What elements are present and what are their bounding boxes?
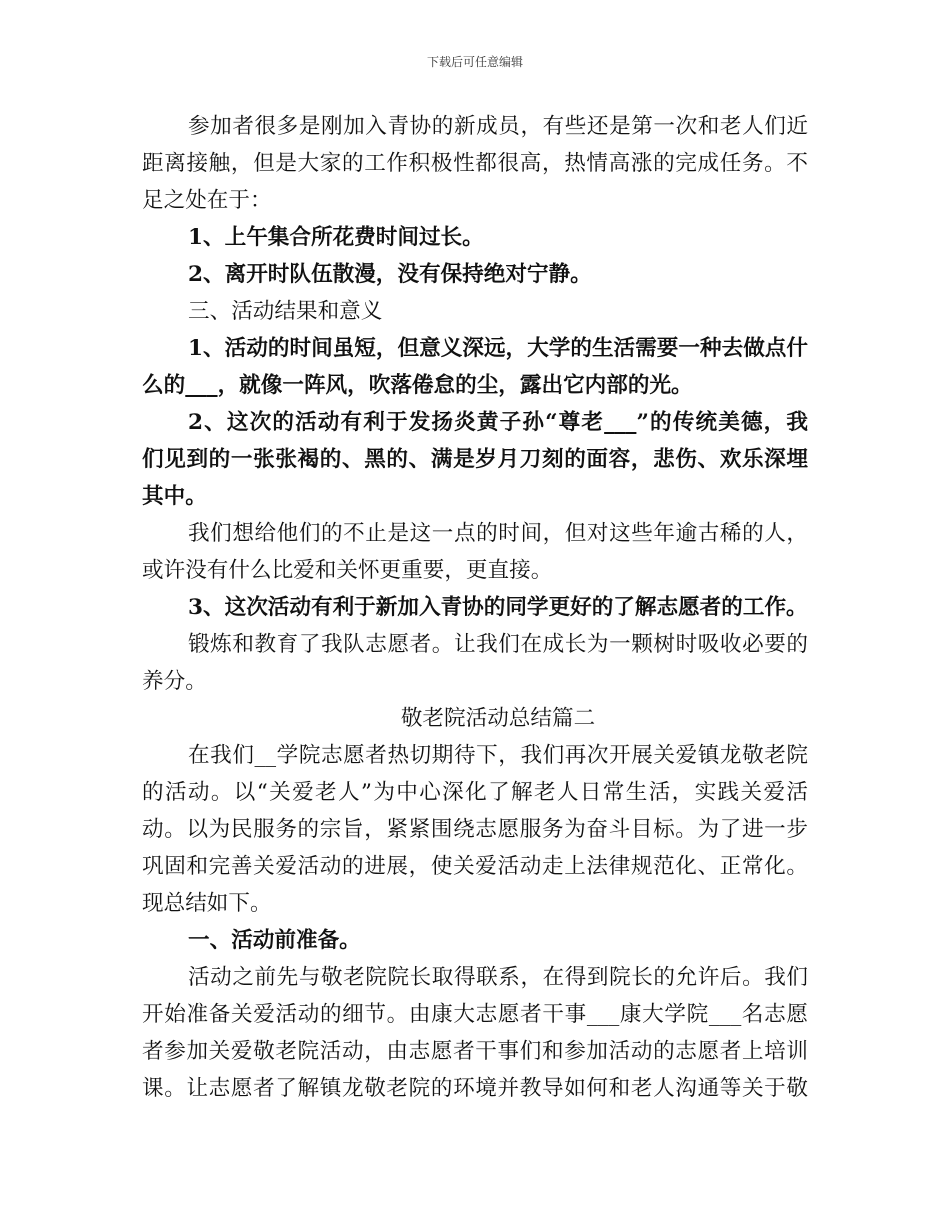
paragraph-line: 现总结如下。 (142, 891, 272, 916)
paragraph-line: 三、活动结果和意义 (188, 299, 383, 324)
paragraph-line: 巩固和完善关爱活动的进展，使关爱活动走上法律规范化、正常化。 (142, 854, 808, 879)
paragraph-line: 距离接触，但是大家的工作积极性都很高，热情高涨的完成任务。不 (142, 151, 808, 176)
paragraph-line: 或许没有什么比爱和关怀更重要，更直接。 (142, 558, 553, 583)
paragraph-line: 其中。 (142, 484, 207, 509)
paragraph-line: 我们想给他们的不止是这一点的时间，但对这些年逾古稀的人， (188, 521, 808, 546)
list-item (142, 256, 808, 293)
list-item (142, 404, 808, 515)
paragraph-line: 一、活动前准备。 (188, 928, 361, 953)
paragraph-line: 2、离开时队伍散漫，没有保持绝对宁静。 (188, 262, 592, 287)
paragraph-line: 动。以为民服务的宗旨，紧紧围绕志愿服务为奋斗目标。为了进一步 (142, 817, 808, 842)
paragraph-line: 参加者很多是刚加入青协的新成员，有些还是第一次和老人们近 (188, 114, 808, 139)
paragraph-line: 在我们__学院志愿者热切期待下，我们再次开展关爱镇龙敬老院 (188, 743, 808, 768)
paragraph-line: 们见到的一张张褐的、黑的、满是岁月刀刻的面容，悲伤、欢乐深埋 (142, 447, 808, 472)
paragraph-line: 3、这次活动有利于新加入青协的同学更好的了解志愿者的工作。 (188, 595, 808, 620)
paragraph-line: 2、这次的活动有利于发扬炎黄子孙“尊老___”的传统美德，我 (188, 410, 808, 435)
paragraph-line: 活动之前先与敬老院院长取得联系，在得到院长的允许后。我们 (188, 965, 808, 990)
paragraph-line: 课。让志愿者了解镇龙敬老院的环境并教导如何和老人沟通等关于敬 (142, 1076, 808, 1101)
document-body (142, 108, 808, 1107)
paragraph (142, 515, 808, 589)
section-heading (142, 293, 808, 330)
paragraph-line: 么的___，就像一阵风，吹落倦怠的尘，露出它内部的光。 (142, 373, 693, 398)
header-note: 下载后可任意编辑 (426, 55, 523, 69)
list-item (142, 330, 808, 404)
paragraph-line: 锻炼和教育了我队志愿者。让我们在成长为一颗树时吸收必要的 (188, 632, 808, 657)
list-item (142, 219, 808, 256)
paragraph-line: 者参加关爱敬老院活动，由志愿者干事们和参加活动的志愿者上培训 (142, 1039, 808, 1064)
paragraph-line: 的活动。以“关爱老人”为中心深化了解老人日常生活，实践关爱活 (142, 780, 808, 805)
paragraph (142, 737, 808, 922)
paragraph (142, 626, 808, 700)
paragraph-line: 1、上午集合所花费时间过长。 (188, 225, 484, 250)
paragraph-line: 开始准备关爱活动的细节。由康大志愿者干事___康大学院___名志愿 (142, 1002, 808, 1027)
paragraph-line: 养分。 (142, 669, 207, 694)
paragraph-line: 足之处在于： (142, 188, 272, 213)
section-title: 敬老院活动总结篇二 (400, 706, 596, 731)
section-heading (142, 922, 808, 959)
list-item (142, 589, 808, 626)
paragraph (142, 959, 808, 1107)
paragraph-line: 1、活动的时间虽短，但意义深远，大学的生活需要一种去做点什 (188, 336, 808, 361)
paragraph (142, 108, 808, 219)
